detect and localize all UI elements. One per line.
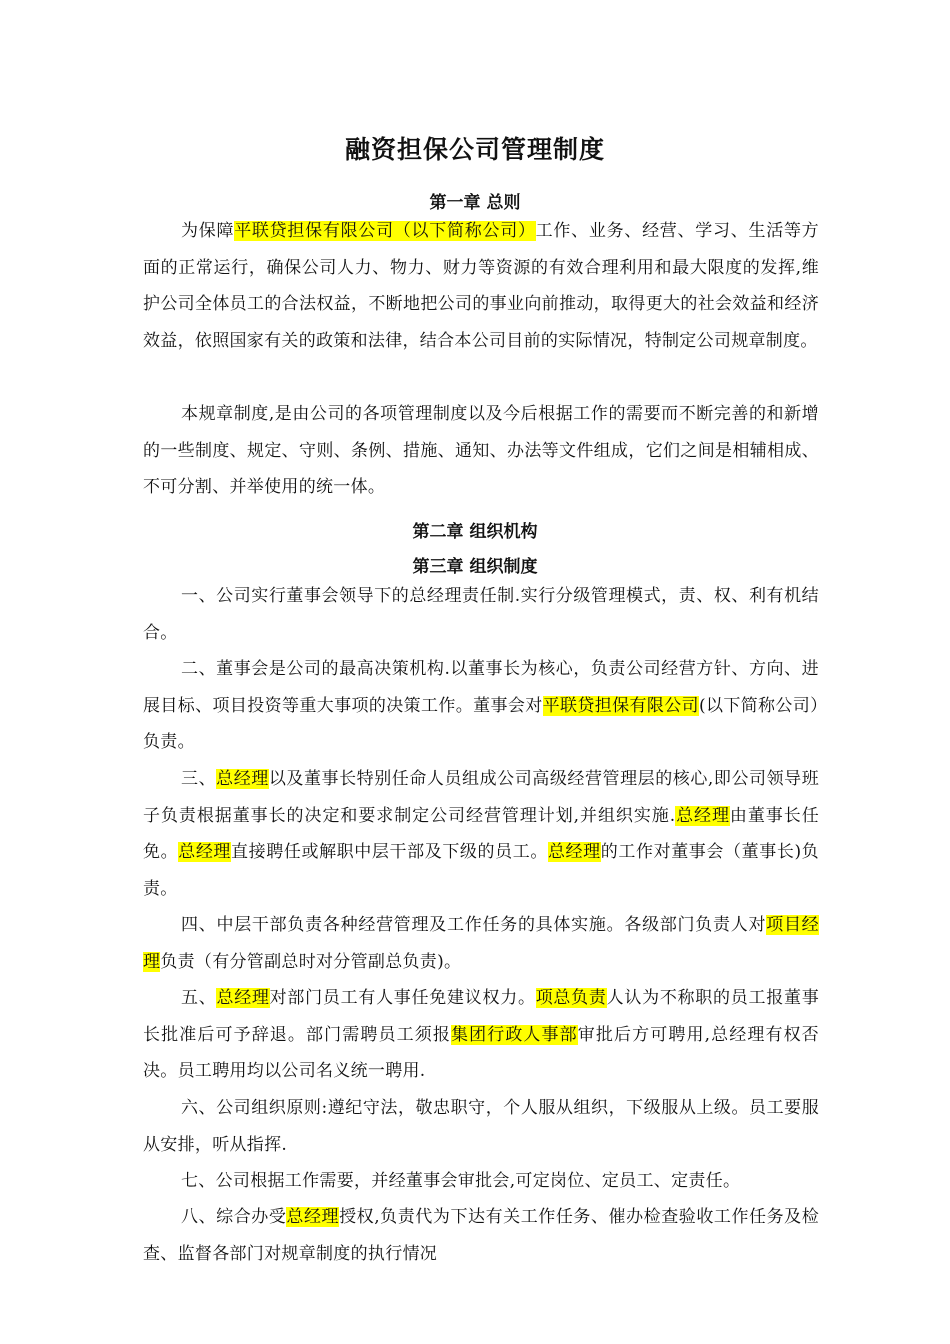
highlighted-term: 总经理	[178, 842, 232, 863]
highlighted-company-name: 平联贷担保有限公司（以下简称公司）	[234, 221, 536, 241]
text-segment: 五、	[181, 988, 217, 1008]
highlighted-company-name: 平联贷担保有限公司	[542, 695, 699, 716]
paragraph-purpose	[143, 213, 819, 359]
item-1: 一、公司实行董事会领导下的总经理责任制.实行分级管理模式，责、权、利有机结合。	[143, 586, 819, 643]
chapter-2-heading: 第二章 组织机构	[412, 522, 538, 542]
highlighted-term: 总经理	[547, 842, 601, 863]
item-7: 七、公司根据工作需要，并经董事会审批会,可定岗位、定员工、定责任。	[181, 1171, 741, 1191]
text-segment: 授权,负责代为下达有关工作任务、催办检查验收工作任务及检查、监督各部门对规章制度的执行情况	[143, 1207, 819, 1264]
item-6: 六、公司组织原则:遵纪守法，敬忠职守，个人服从组织，下级服从上级。员工要服从安排，听从指挥.	[143, 1098, 819, 1155]
item-8	[143, 1199, 819, 1272]
highlighted-term: 项目经理	[143, 915, 819, 972]
highlighted-term: 总经理	[216, 988, 270, 1008]
item-5	[143, 980, 819, 1090]
text-segment: 为保障	[181, 221, 235, 241]
text-segment: 二、董事会是公司的最高决策机构.以董事长为核心，负责公司经营方针、方向、进展目标、项目投资等重大事项的决策工作。董事会对	[143, 659, 819, 716]
chapter-3-heading: 第三章 组织制度	[412, 557, 538, 577]
chapter-1-heading: 第一章 总则	[429, 193, 521, 213]
text-segment: 负责（有分管副总时对分管副总负责)。	[160, 951, 462, 972]
highlighted-term: 总经理	[216, 769, 269, 789]
highlighted-term: 项总负责	[535, 988, 607, 1008]
text-segment: 的工作对董事会（董事长)负责。	[143, 842, 819, 899]
text-segment: 工作、业务、经营、学习、生活等方面的正常运行，确保公司人力、物力、财力等资源的有效合理利用和最大限度的发挥,维护公司全体员工的合法权益，不断地把公司的事业向前推动，取得更大的社会效益和经济效益，依照国家有关的政策和法律，结合本公司目前的实际情况，特制定公司规章制度。	[143, 221, 819, 351]
highlighted-term: 集团行政人事部	[450, 1024, 578, 1045]
item-3	[143, 761, 819, 907]
text-segment: 对部门员工有人事任免建议权力。	[269, 988, 536, 1008]
text-segment: (以下简称公司）负责。	[143, 695, 819, 753]
text-segment: 四、中层干部负责各种经营管理及工作任务的具体实施。各级部门负责人对	[181, 915, 767, 935]
text-segment: 以及董事长特别任命人员组成公司高级经营管理层的核心,即公司领导班子负责根据董事长的决定和要求制定公司经营管理计划,并组织实施.	[143, 769, 819, 826]
document-title: 融资担保公司管理制度	[344, 135, 605, 164]
paragraph-scope: 本规章制度,是由公司的各项管理制度以及今后根据工作的需要而不断完善的和新增的一些制度、规定、守则、条例、措施、通知、办法等文件组成，它们之间是相辅相成、不可分割、并举使用的统一体。	[143, 404, 819, 498]
text-segment: 审批后方可聘用,总经理有权否决。员工聘用均以公司名义统一聘用.	[143, 1024, 819, 1082]
text-segment: 人认为不称职的员工报董事长批准后可予辞退。部门需聘员工须报	[143, 988, 819, 1045]
highlighted-term: 总经理	[675, 805, 730, 826]
highlighted-term: 总经理	[286, 1207, 340, 1227]
item-4	[143, 907, 819, 980]
text-segment: 直接聘任或解职中层干部及下级的员工。	[231, 842, 548, 863]
text-segment: 三、	[181, 769, 217, 789]
text-segment: 八、综合办受	[181, 1207, 287, 1227]
text-segment: 由董事长任免。	[143, 805, 819, 863]
item-2	[143, 651, 819, 761]
